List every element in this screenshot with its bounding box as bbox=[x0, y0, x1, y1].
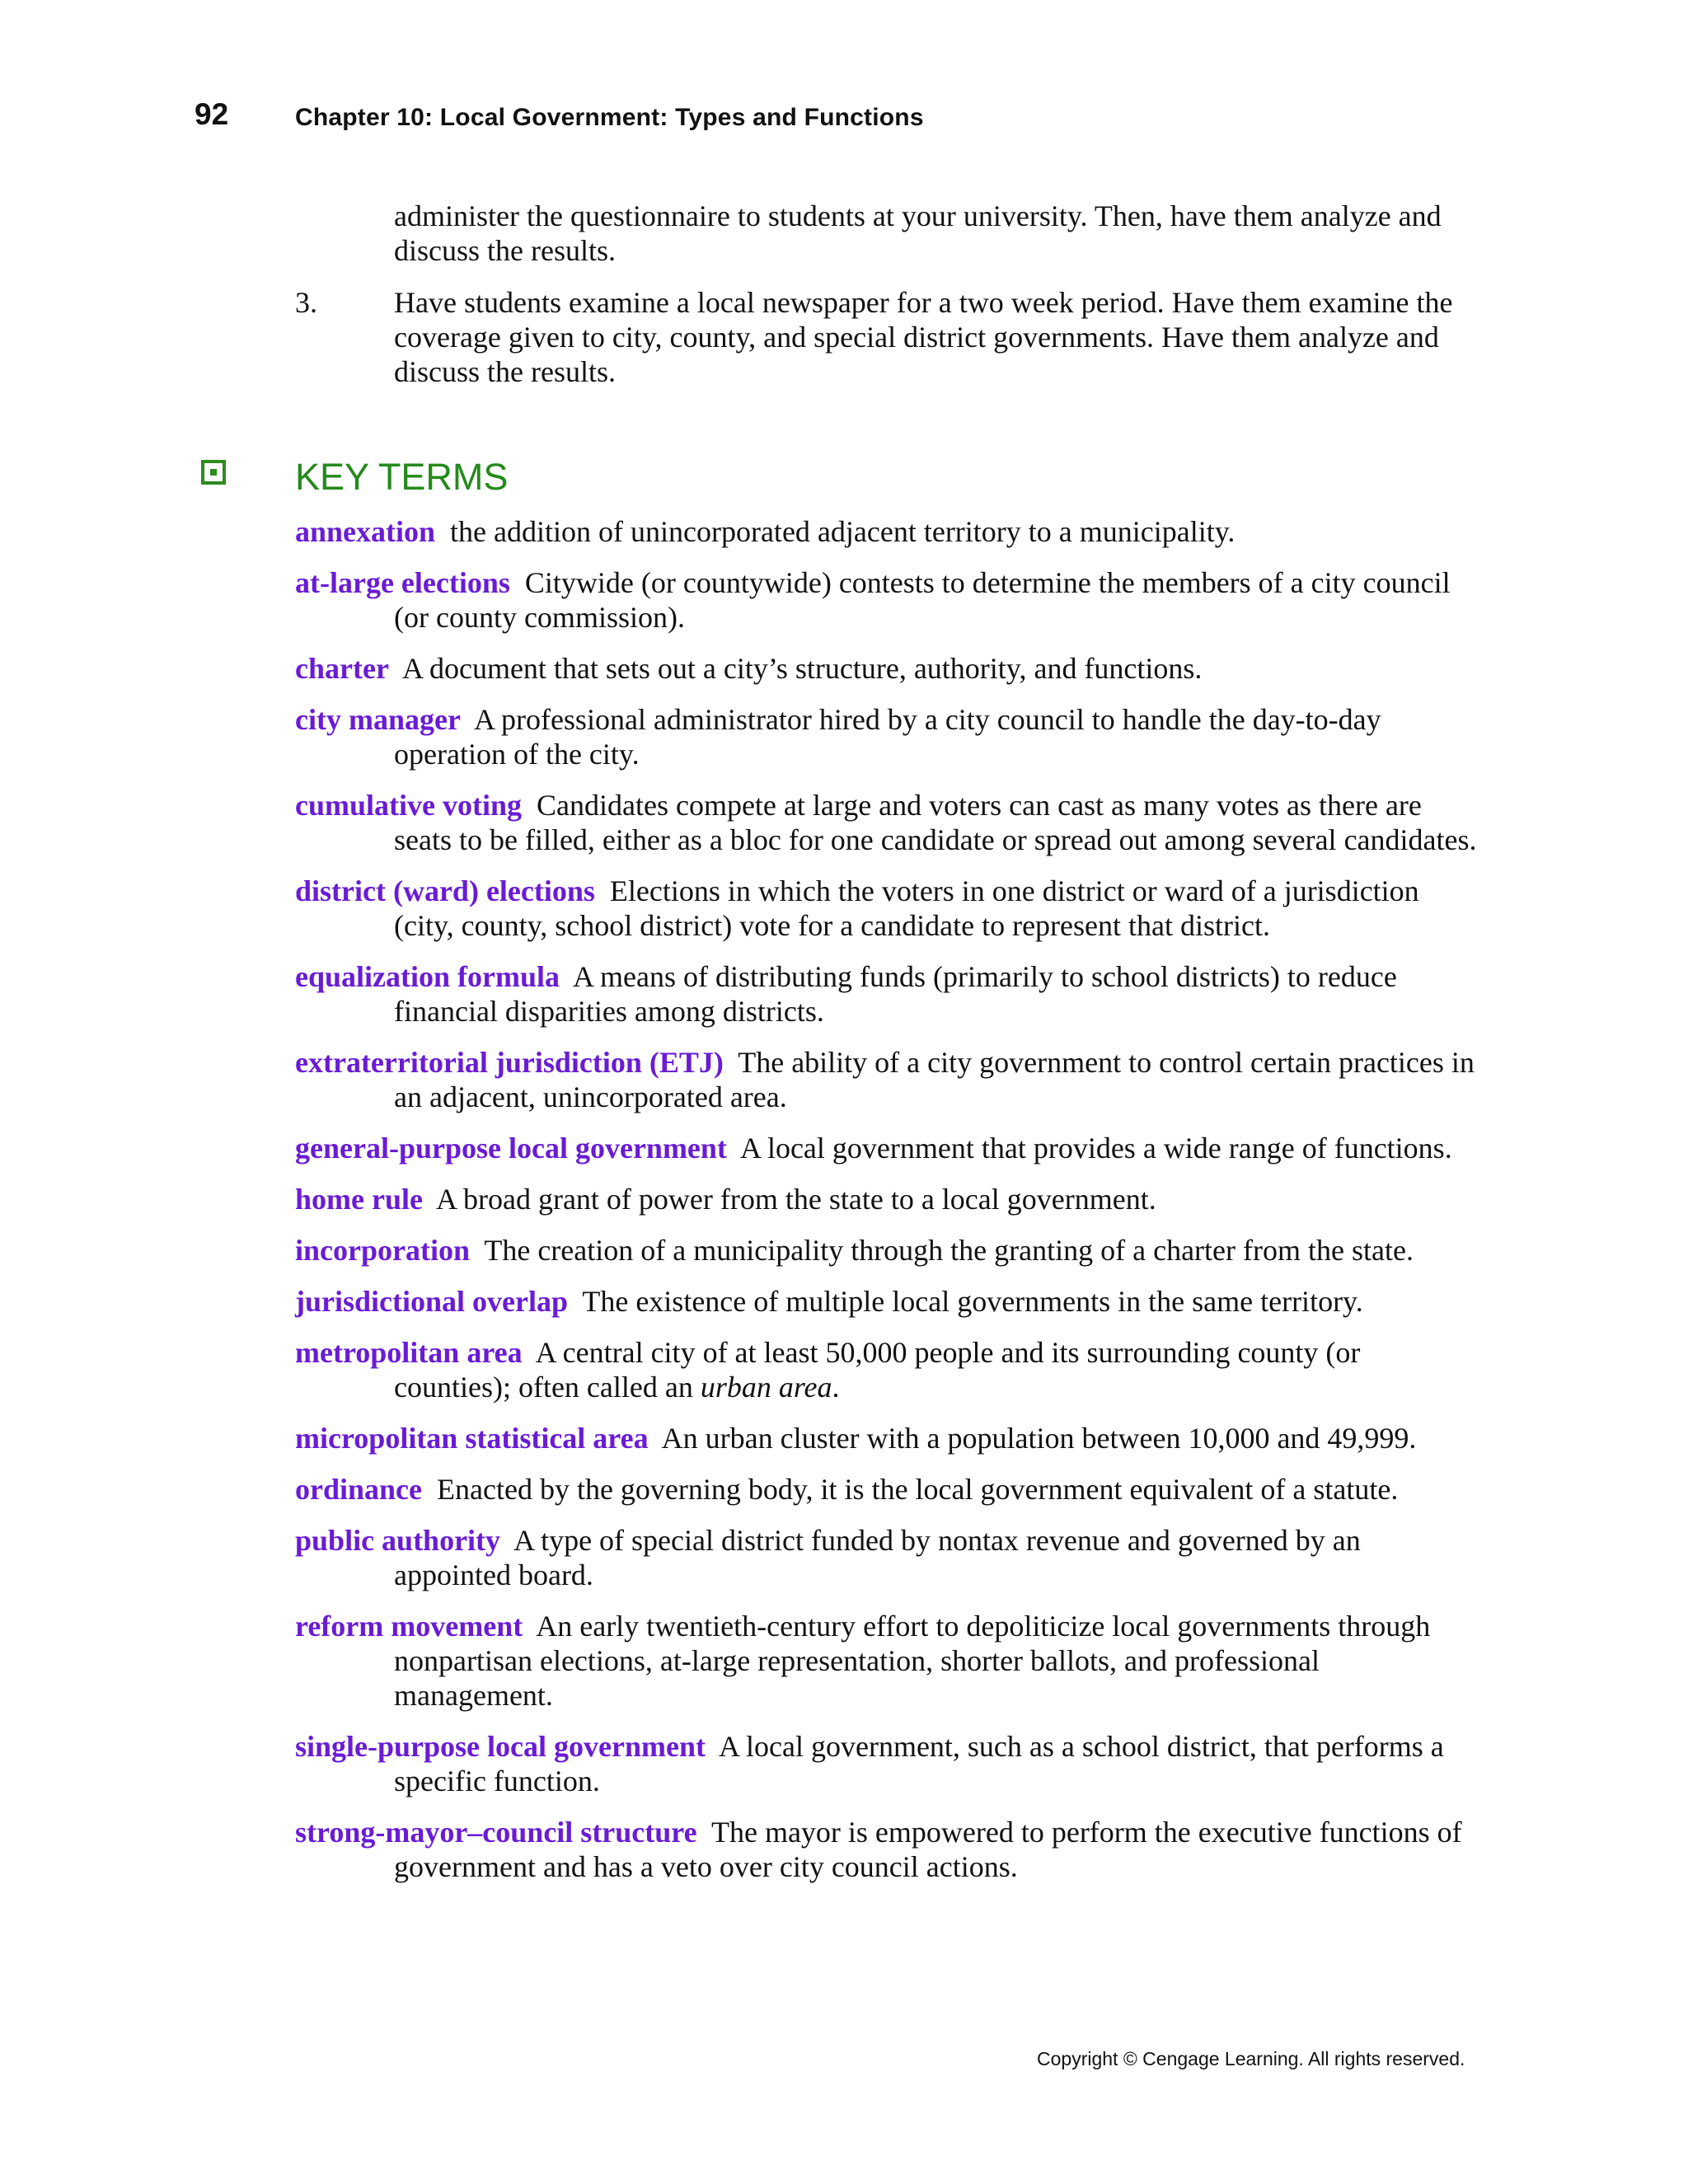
term-word: public authority bbox=[295, 1524, 501, 1557]
term-definition: A type of special district funded by nontax revenue and governed by an appointed board. bbox=[394, 1524, 1361, 1591]
term-definition: A broad grant of power from the state to a local government. bbox=[435, 1183, 1156, 1216]
term-definition: Enacted by the governing body, it is the local government equivalent of a statute. bbox=[437, 1473, 1399, 1506]
key-terms-heading: KEY TERMS bbox=[295, 456, 509, 498]
term-word: annexation bbox=[295, 515, 436, 548]
square-bullet-icon bbox=[201, 460, 226, 485]
key-term-entry bbox=[295, 1233, 1482, 1268]
term-definition: A means of distributing funds (primarily to school districts) to reduce financial disparities among districts. bbox=[394, 960, 1397, 1028]
term-definition: An early twentieth-century effort to depoliticize local governments through nonpartisan elections, at-large representation, shorter ballots, and professional management. bbox=[394, 1610, 1431, 1712]
key-term-entry bbox=[295, 788, 1482, 857]
key-term-entry bbox=[295, 1182, 1482, 1216]
term-word: metropolitan area bbox=[295, 1336, 523, 1369]
term-word: charter bbox=[295, 652, 389, 685]
term-definition: A local government that provides a wide range of functions. bbox=[739, 1132, 1452, 1165]
page-number: 92 bbox=[195, 97, 229, 131]
key-term-entry bbox=[295, 514, 1482, 549]
list-item-number: 3. bbox=[295, 286, 317, 319]
key-term-entry bbox=[295, 1815, 1482, 1884]
key-term-entry bbox=[295, 565, 1482, 635]
key-term-entry bbox=[295, 1284, 1482, 1319]
term-word: home rule bbox=[295, 1183, 423, 1216]
term-definition-end: . bbox=[832, 1371, 840, 1404]
key-term-entry bbox=[295, 874, 1482, 943]
key-term-entry bbox=[295, 702, 1482, 771]
key-term-entry bbox=[295, 1421, 1482, 1455]
term-definition: Candidates compete at large and voters can cast as many votes as there are seats to be filled, either as a bloc for one candidate or spread out among several candidates. bbox=[394, 789, 1477, 856]
key-term-entry bbox=[295, 1523, 1482, 1592]
term-definition: The mayor is empowered to perform the executive functions of government and has a veto over city council actions. bbox=[394, 1816, 1462, 1883]
term-definition: The creation of a municipality through the granting of a charter from the state. bbox=[484, 1234, 1414, 1267]
term-word: incorporation bbox=[295, 1234, 470, 1267]
term-word: reform movement bbox=[295, 1610, 523, 1643]
term-definition: the addition of unincorporated adjacent territory to a municipality. bbox=[450, 515, 1236, 548]
chapter-title: Chapter 10: Local Government: Types and Functions bbox=[295, 104, 924, 131]
term-word: micropolitan statistical area bbox=[295, 1422, 649, 1455]
term-word: city manager bbox=[295, 703, 461, 736]
key-term-entry bbox=[295, 651, 1482, 686]
term-definition: Citywide (or countywide) contests to determine the members of a city council (or county commission). bbox=[394, 566, 1451, 634]
continuation-paragraph: administer the questionnaire to students at your university. Then, have them analyze and discuss the results. bbox=[394, 199, 1442, 267]
term-word: cumulative voting bbox=[295, 789, 522, 822]
term-word: general-purpose local government bbox=[295, 1132, 727, 1165]
term-definition: The ability of a city government to control certain practices in an adjacent, unincorporated area. bbox=[394, 1046, 1475, 1113]
key-term-entry bbox=[295, 1335, 1482, 1404]
term-word: jurisdictional overlap bbox=[295, 1285, 568, 1318]
term-definition-italic: urban area bbox=[700, 1371, 832, 1404]
term-word: equalization formula bbox=[295, 960, 560, 993]
key-term-entry bbox=[295, 1131, 1482, 1165]
term-word: district (ward) elections bbox=[295, 874, 595, 907]
term-word: extraterritorial jurisdiction (ETJ) bbox=[295, 1046, 724, 1079]
list-item-text: Have students examine a local newspaper for a two week period. Have them examine the coverage given to city, county, and special district governments. Have them analyze and discuss the results. bbox=[394, 286, 1453, 388]
key-terms-list bbox=[295, 514, 1482, 1900]
term-definition: A local government, such as a school district, that performs a specific function. bbox=[394, 1730, 1444, 1797]
term-definition: A central city of at least 50,000 people and its surrounding county (or counties); often called an bbox=[394, 1336, 1361, 1404]
term-definition: An urban cluster with a population between 10,000 and 49,999. bbox=[661, 1422, 1417, 1455]
term-definition: The existence of multiple local governments in the same territory. bbox=[582, 1285, 1363, 1318]
term-word: single-purpose local government bbox=[295, 1730, 706, 1763]
key-term-entry bbox=[295, 1472, 1482, 1507]
key-term-entry bbox=[295, 1729, 1482, 1798]
copyright-footer: Copyright © Cengage Learning. All rights reserved. bbox=[1037, 2048, 1465, 2069]
term-word: ordinance bbox=[295, 1473, 423, 1506]
key-term-entry bbox=[295, 959, 1482, 1029]
term-definition: Elections in which the voters in one district or ward of a jurisdiction (city, county, school district) vote for a candidate to represent that district. bbox=[394, 874, 1419, 942]
key-term-entry bbox=[295, 1045, 1482, 1114]
key-term-entry bbox=[295, 1609, 1482, 1713]
term-definition: A professional administrator hired by a city council to handle the day-to-day operation of the city. bbox=[394, 703, 1381, 771]
term-definition: A document that sets out a city’s structure, authority, and functions. bbox=[401, 652, 1203, 685]
term-word: strong-mayor–council structure bbox=[295, 1816, 697, 1849]
term-word: at-large elections bbox=[295, 566, 510, 599]
